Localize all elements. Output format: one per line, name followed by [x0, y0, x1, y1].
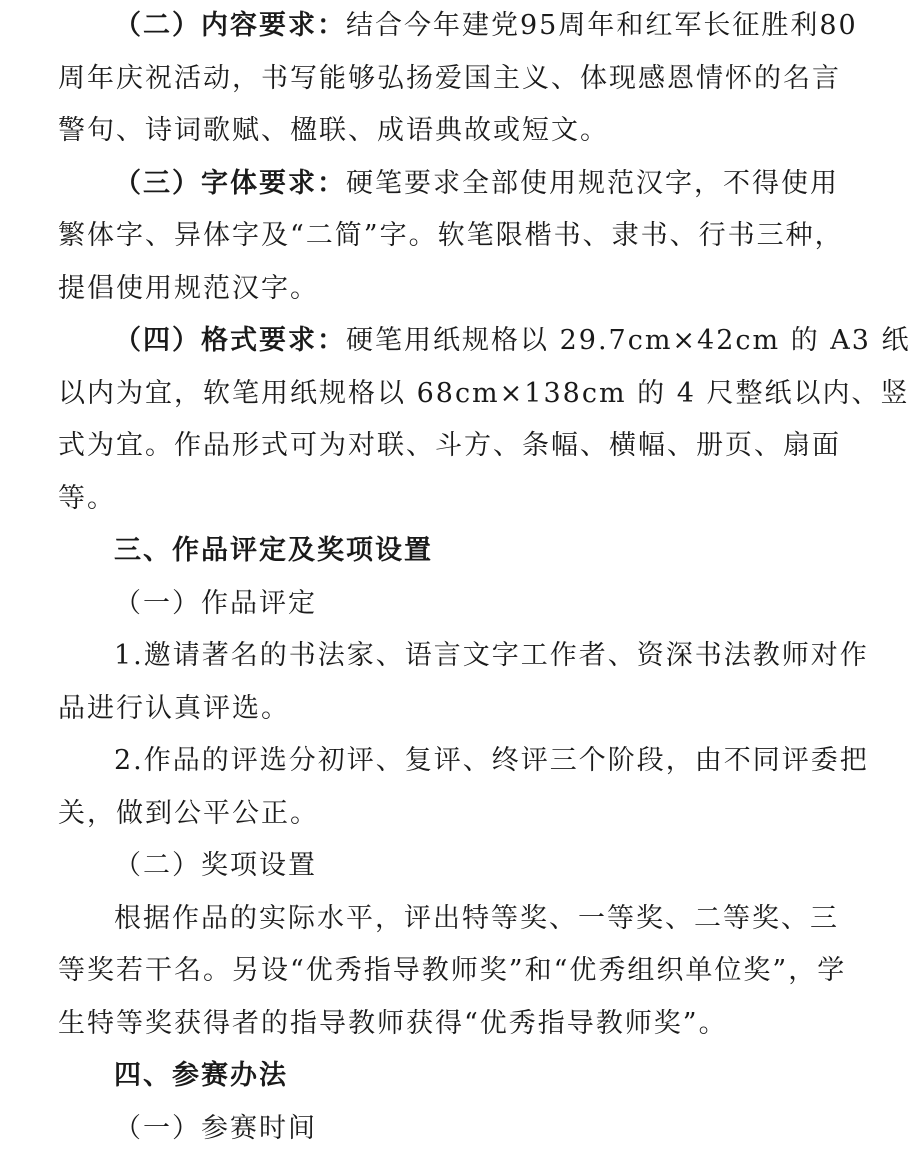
- content-requirement-line-1: [58, 0, 754, 53]
- section-3-heading: 三、作品评定及奖项设置: [58, 525, 754, 578]
- content-requirement-label: （二）内容要求：: [114, 10, 346, 41]
- format-requirement-line-3: 式为宜。作品形式可为对联、斗方、条幅、横幅、册页、扇面: [58, 420, 754, 473]
- font-requirement-line-1: [58, 158, 754, 211]
- section-4-heading: 四、参赛办法: [58, 1050, 754, 1103]
- font-requirement-text-1: 硬笔要求全部使用规范汉字，不得使用: [346, 168, 839, 199]
- format-requirement-text-1: 硬笔用纸规格以 29.7cm×42cm 的 A3 纸: [346, 325, 911, 356]
- evaluation-item-1-line-1: 1.邀请著名的书法家、语言文字工作者、资深书法教师对作: [58, 630, 754, 683]
- content-requirement-text-1: 结合今年建党95周年和红军长征胜利80: [346, 10, 858, 41]
- evaluation-item-2-line-1: 2.作品的评选分初评、复评、终评三个阶段，由不同评委把: [58, 735, 754, 788]
- format-requirement-line-1: [58, 315, 754, 368]
- subsection-awards-heading: （二）奖项设置: [58, 840, 754, 893]
- content-requirement-line-2: 周年庆祝活动，书写能够弘扬爱国主义、体现感恩情怀的名言: [58, 53, 754, 106]
- evaluation-item-1-line-2: 品进行认真评选。: [58, 683, 754, 736]
- content-requirement-line-3: 警句、诗词歌赋、楹联、成语典故或短文。: [58, 105, 754, 158]
- awards-line-1: 根据作品的实际水平，评出特等奖、一等奖、二等奖、三: [58, 893, 754, 946]
- subsection-evaluation-heading: （一）作品评定: [58, 578, 754, 631]
- format-requirement-line-4: 等。: [58, 473, 754, 526]
- awards-line-2: 等奖若干名。另设“优秀指导教师奖”和“优秀组织单位奖”，学: [58, 945, 754, 998]
- font-requirement-label: （三）字体要求：: [114, 168, 346, 199]
- format-requirement-label: （四）格式要求：: [114, 325, 346, 356]
- font-requirement-line-3: 提倡使用规范汉字。: [58, 263, 754, 316]
- format-requirement-line-2: 以内为宜，软笔用纸规格以 68cm×138cm 的 4 尺整纸以内、竖: [58, 368, 754, 421]
- font-requirement-line-2: 繁体字、异体字及“二简”字。软笔限楷书、隶书、行书三种，: [58, 210, 754, 263]
- evaluation-item-2-line-2: 关，做到公平公正。: [58, 788, 754, 841]
- awards-line-3: 生特等奖获得者的指导教师获得“优秀指导教师奖”。: [58, 998, 754, 1051]
- subsection-participation-time-heading: （一）参赛时间: [58, 1103, 754, 1155]
